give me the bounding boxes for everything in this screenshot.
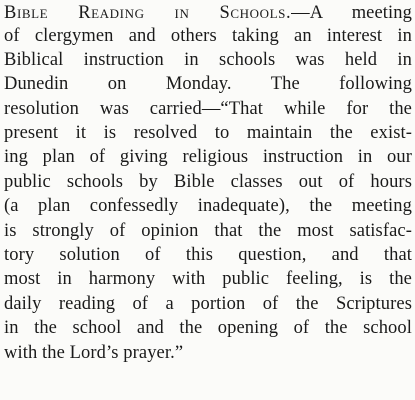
article-line-6: present it is resolved to maintain the exist- bbox=[4, 123, 412, 143]
article-line-3: Biblical instruction in schools was held in bbox=[4, 50, 412, 70]
article-line-14: in the school and the opening of the school bbox=[4, 318, 412, 338]
article-line-5: resolution was carried—“That while for the bbox=[4, 99, 412, 119]
article-line-9: (a plan confessedly inadequate), the meeting bbox=[4, 196, 412, 216]
article-line-1 bbox=[4, 2, 412, 25]
article-line-2: of clergymen and others taking an interest in bbox=[4, 26, 412, 46]
article-line-8: public schools by Bible classes out of hours bbox=[4, 172, 412, 192]
article-line-11: tory solution of this question, and that bbox=[4, 245, 412, 265]
article-line-13: daily reading of a portion of the Scriptures bbox=[4, 294, 412, 314]
article-line-15: with the Lord’s prayer.” bbox=[4, 343, 184, 363]
article-line-7: ing plan of giving religious instruction in our bbox=[4, 147, 412, 167]
article-line-12: most in harmony with public feeling, is the bbox=[4, 269, 412, 289]
article-line-10: is strongly of opinion that the most satisfac- bbox=[4, 221, 412, 241]
article-line-4: Dunedin on Monday. The following bbox=[4, 74, 412, 94]
article-line-1-text: —A meeting bbox=[291, 3, 412, 23]
article-headline: Bible Reading in Schools. bbox=[4, 3, 292, 23]
